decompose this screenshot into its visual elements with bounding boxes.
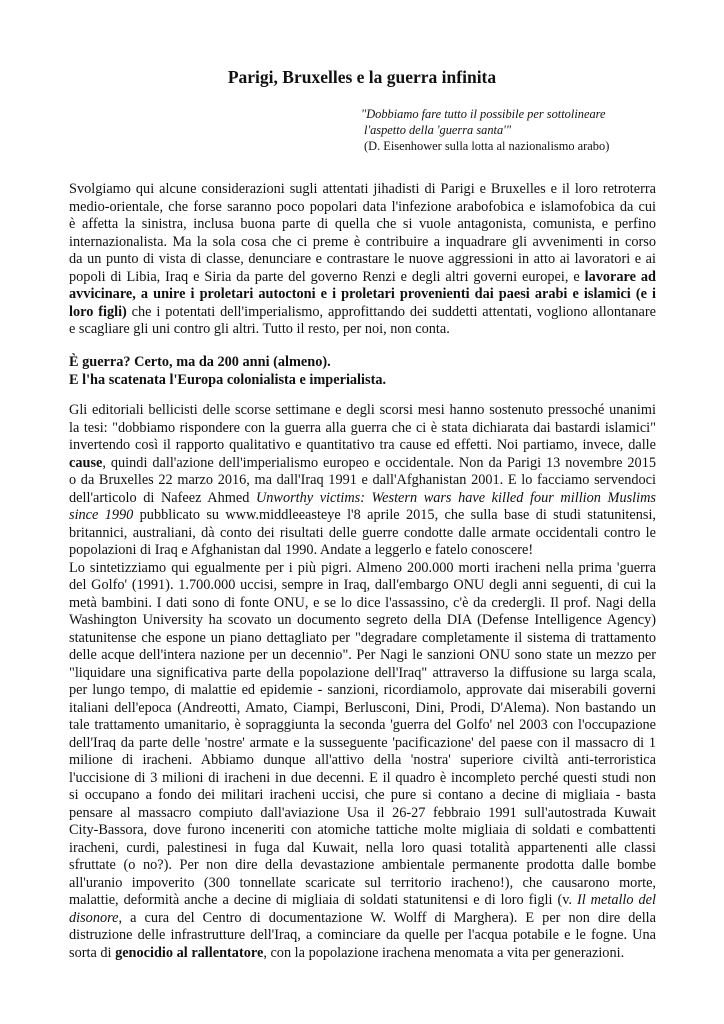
text-line <box>69 304 656 322</box>
text-line: all'uranio impoverito (300 tonnellate scaricate sul territorio iracheno!), che causarono morte, <box>69 874 656 891</box>
article-title-text: since 1990 <box>69 507 134 523</box>
text-line: da un punto di vista di classe, denunciare e contrastare le nuove aggressioni in atto ai lavoratori e ai <box>69 251 656 267</box>
epigraph <box>361 106 609 154</box>
text-line: dell'Iraq da parte delle 'nostre' armate e la susseguente 'pacificazione' del paese con il massacro di 1 <box>69 734 656 751</box>
text-line: britannici, australiani, dà conto dei risultati delle guerre condotte dalle armate occidentali contro le <box>69 524 656 541</box>
text-line: è affetta la sinistra, inclusa buona parte di quella che si vuole antagonista, comunista, e perfino <box>69 216 656 232</box>
emphasis-text: avvicinare, a unire i proletari autoctoni e i proletari provenienti dai paesi arabi e islamici (e i <box>69 286 656 302</box>
section-heading-line-2: E l'ha scatenata l'Europa colonialista e imperialista. <box>69 371 387 388</box>
emphasis-text: genocidio al rallentatore <box>115 944 264 961</box>
text-run: , con la popolazione irachena menomata a vita per generazioni. <box>263 944 625 961</box>
text-line <box>69 910 656 928</box>
text-line: Washington University ha scovato un documento segreto della DIA (Defense Intelligence Agency) <box>69 612 656 628</box>
text-line: medio-orientale, che forse saranno poco popolari data l'infezione arabofobica e islamofobica da cui <box>69 198 656 215</box>
text-run: che i potentati dell'imperialismo, approfittando dei suddetti attentati, vogliono allontanare <box>126 303 656 320</box>
text-line <box>69 269 656 287</box>
text-line <box>69 507 656 525</box>
text-line: sfruttate (o no?). Per non dire della devastazione ambientale permanente prodotta dalle bombe <box>69 857 656 873</box>
text-line: Lo sintetizziamo qui egualmente per i più pigri. Almeno 200.000 morti iracheni nella prima 'guerra <box>69 559 656 576</box>
text-line <box>69 892 656 910</box>
text-line <box>69 945 656 963</box>
text-line: iracheni, curdi, palestinesi in fuga dal Kuwait, nella loro quasi totalità appartenenti alle classi <box>69 839 656 856</box>
text-line: l'uccisione di 3 milioni di iracheni in due decenni. E il quadro è incompleto perché questi studi non <box>69 769 656 786</box>
text-line: City-Bassora, dove furono inceneriti con atomiche tattiche molte migliaia di soldati e combattenti <box>69 822 656 838</box>
emphasis-text: cause <box>69 454 103 471</box>
text-line: per lungo tempo, di malattie ed epidemie - sanzioni, ricordiamolo, approvate dai miserabili governi <box>69 682 656 698</box>
emphasis-text: lavorare ad <box>584 268 656 285</box>
text-line: e scagliare gli uni contro gli altri. Tutto il resto, per noi, non conta. <box>69 321 450 337</box>
text-run: malattie, deformità anche a decine di migliaia di soldati statunitensi e di loro figli (v. <box>69 892 577 908</box>
text-line: internazionalista. Ma la sola cosa che ci preme è contribuire a inquadrare gli avvenimenti in corso <box>69 233 656 250</box>
text-line: Svolgiamo qui alcune considerazioni sugli attentati jihadisti di Parigi e Bruxelles e il loro retroterra <box>69 181 656 197</box>
text-line: metà bambini. I dati sono di fonte ONU, e se lo dice l'assassino, c'è da credergli. Il prof. Nagi della <box>69 594 656 611</box>
text-line: Gli editoriali bellicisti delle scorse settimane e degli scorsi mesi hanno sostenuto pressoché unanimi <box>69 402 656 418</box>
text-line: delle acque dell'intera nazione per un decennio". Per Nagi le sanzioni ONU sono state un mezzo per <box>69 647 656 663</box>
text-run: sorta di <box>69 944 116 961</box>
text-line: statunitense che espone un piano dettagliato per "degradare completamente il sistema di trattamento <box>69 629 656 646</box>
text-run: , quindi dall'azione dell'imperialismo europeo e occidentale. Non da Parigi 13 novembre 2015 <box>102 454 656 471</box>
epigraph-attribution: (D. Eisenhower sulla lotta al nazionalismo arabo) <box>364 139 610 153</box>
text-run: popoli di Libia, Iraq e Siria da parte del governo Renzi e degli altri governi europei, e <box>69 268 585 285</box>
text-line: tale trattamento umanitario, è sopraggiunta la seconda 'guerra del Golfo' nel 2003 con l'occupazione <box>69 717 656 733</box>
text-line <box>69 286 656 304</box>
book-title-text: Il metallo del <box>576 892 656 908</box>
text-line <box>69 490 656 508</box>
text-line: del Golfo' (1991). 1.700.000 uccisi, sempre in Iraq, dall'embargo ONU degli anni seguenti, di cui la <box>69 577 656 593</box>
text-line <box>69 455 656 473</box>
section-heading-line-1: È guerra? Certo, ma da 200 anni (almeno). <box>69 354 331 370</box>
text-run: pubblicato su www.middleeasteye l'8 aprile 2015, che sulla base di studi statunitensi, <box>133 507 656 523</box>
text-line: o da Bruxelles 22 marzo 2016, ma dall'Iraq 1991 e dall'Afghanistan 2001. E lo facciamo servendoci <box>69 472 656 488</box>
text-line: italiani dell'epoca (Andreotti, Amato, Ciampi, Berlusconi, Dini, Prodi, D'Alema). Non bastando un <box>69 699 656 716</box>
text-line: "liquidare una significativa parte della popolazione dell'Iraq" attraverso la diffusione su larga scala, <box>69 664 656 681</box>
text-line: pensare al massacro compiuto dall'aviazione Usa il 26-27 febbraio 1991 sull'autostrada Kuwait <box>69 804 656 821</box>
text-line: distruzione delle infrastrutture dell'Iraq, a cominciare da quelle per l'acqua potabile e le fogne. Una <box>69 927 656 943</box>
text-run: dell'articolo di Nafeez Ahmed <box>69 489 256 506</box>
epigraph-quote-line-2: l'aspetto della 'guerra santa'" <box>364 123 512 137</box>
book-title-text: disonore <box>69 909 119 926</box>
text-line: milione di iracheni. Abbiamo dunque all'attivo della 'nostra' superiore civiltà anti-terroristica <box>69 752 656 768</box>
text-line: invertendo così il rapporto qualitativo e quantitativo tra cause ed effetti. Noi partiamo, invece, dalle <box>69 437 656 453</box>
epigraph-quote-line-1: "Dobbiamo fare tutto il possibile per sottolineare <box>361 107 606 121</box>
text-line: si occupano a fondo dei militari iracheni uccisi, che pure si contano a decine di migliaia - basta <box>69 787 656 803</box>
section-body <box>69 402 656 962</box>
section-heading <box>69 354 656 389</box>
text-line: la tesi: "dobbiamo rispondere con la guerra alla guerra che ci è stata dichiarata dai bastardi islamici" <box>69 419 656 436</box>
intro-paragraph <box>69 181 656 339</box>
text-line: popolazioni di Iraq e Afghanistan dal 1990. Andate a leggerlo e fatelo conoscere! <box>69 542 534 558</box>
text-run: , a cura del Centro di documentazione W. Wolff di Marghera). E per non dire della <box>118 909 656 926</box>
document-title: Parigi, Bruxelles e la guerra infinita <box>227 67 497 87</box>
emphasis-text: loro figli) <box>69 303 127 320</box>
article-title-text: Unworthy victims: Western wars have killed four million Muslims <box>255 489 656 506</box>
